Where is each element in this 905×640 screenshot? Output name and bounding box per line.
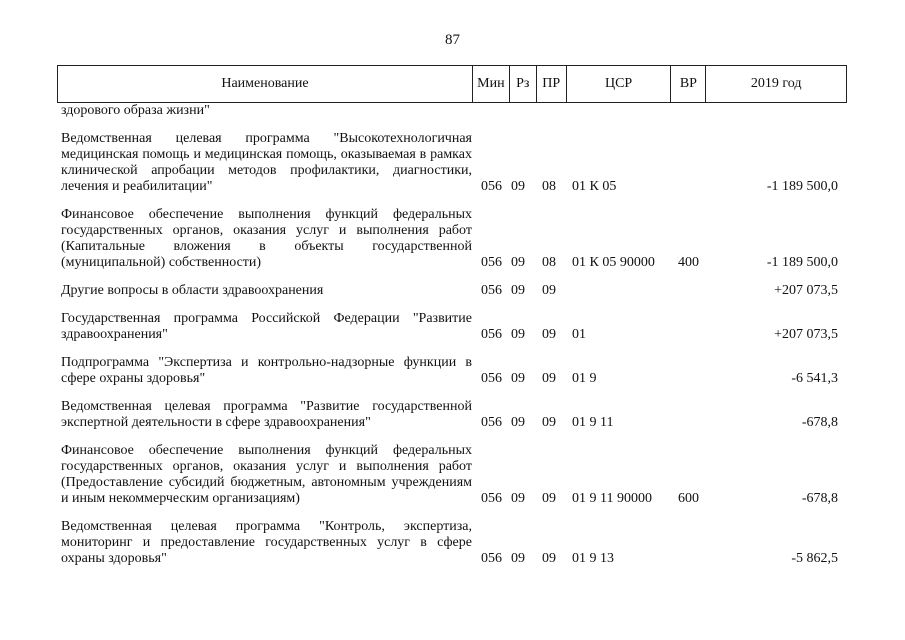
row-min: 056: [481, 179, 502, 194]
header-pr: ПР: [537, 66, 567, 102]
row-year-value: -6 541,3: [791, 371, 838, 386]
row-csr: 01 К 05 90000: [572, 255, 655, 270]
row-pr: 08: [542, 179, 556, 194]
row-pr: 08: [542, 255, 556, 270]
row-min: 056: [481, 255, 502, 270]
row-name: здорового образа жизни": [61, 103, 210, 118]
row-name: Финансовое обеспечение выполнения функций федеральных государственных органов, оказания услуг и выполнения работ (Предоставление субсидий бюджетным, автономным учреждениям и иным некоммерческим организациям): [61, 443, 472, 506]
row-pr: 09: [542, 371, 556, 386]
table-row: [61, 519, 841, 567]
row-pr: 09: [542, 551, 556, 566]
row-rz: 09: [511, 371, 525, 386]
page-number: 87: [445, 32, 460, 48]
row-rz: 09: [511, 415, 525, 430]
row-min: 056: [481, 415, 502, 430]
row-name: Ведомственная целевая программа "Контроль, экспертиза, мониторинг и предоставление государственных услуг в сфере охраны здоровья": [61, 519, 472, 566]
row-pr: 09: [542, 491, 556, 506]
table-row: [61, 283, 841, 299]
row-min: 056: [481, 327, 502, 342]
row-min: 056: [481, 491, 502, 506]
row-vr: 600: [678, 491, 699, 506]
row-min: 056: [481, 283, 502, 298]
row-name: Подпрограмма "Экспертиза и контрольно-надзорные функции в сфере охраны здоровья": [61, 355, 472, 386]
row-year-value: -1 189 500,0: [766, 255, 838, 270]
header-name: Наименование: [58, 66, 473, 102]
row-csr: 01 К 05: [572, 179, 617, 194]
table-row: [61, 131, 841, 195]
row-vr: 400: [678, 255, 699, 270]
budget-table-body: [61, 103, 841, 567]
row-rz: 09: [511, 491, 525, 506]
row-name: Ведомственная целевая программа "Высокотехнологичная медицинская помощь и медицинская помощь, оказываемая в рамках клинической апробации методов профилактики, диагностики, лечения и реабилитации": [61, 131, 472, 194]
header-rz: Рз: [510, 66, 537, 102]
row-rz: 09: [511, 551, 525, 566]
row-year-value: -1 189 500,0: [766, 179, 838, 194]
row-year-value: +207 073,5: [774, 283, 838, 298]
row-name: Ведомственная целевая программа "Развитие государственной экспертной деятельности в сфере здравоохранения": [61, 399, 472, 430]
row-min: 056: [481, 371, 502, 386]
row-pr: 09: [542, 415, 556, 430]
table-row: [61, 311, 841, 343]
header-min: Мин: [473, 66, 510, 102]
header-vr: ВР: [671, 66, 706, 102]
table-row: [61, 355, 841, 387]
row-pr: 09: [542, 283, 556, 298]
table-header: [57, 65, 847, 103]
row-rz: 09: [511, 255, 525, 270]
row-csr: 01 9 11 90000: [572, 491, 652, 506]
row-csr: 01 9 11: [572, 415, 614, 430]
row-name: Финансовое обеспечение выполнения функций федеральных государственных органов, оказания услуг и выполнения работ (Капитальные вложения в объекты государственной (муниципальной) собственности): [61, 207, 472, 270]
header-year: 2019 год: [750, 76, 802, 91]
row-year-value: +207 073,5: [774, 327, 838, 342]
row-year-value: -5 862,5: [791, 551, 838, 566]
row-csr: 01 9 13: [572, 551, 614, 566]
row-csr: 01 9: [572, 371, 597, 386]
row-pr: 09: [542, 327, 556, 342]
row-rz: 09: [511, 327, 525, 342]
row-year-value: -678,8: [801, 415, 838, 430]
row-rz: 09: [511, 283, 525, 298]
row-year-value: -678,8: [801, 491, 838, 506]
table-row: [61, 207, 841, 271]
header-csr: ЦСР: [567, 66, 672, 102]
row-csr: 01: [572, 327, 586, 342]
table-row: [61, 443, 841, 507]
row-name: Государственная программа Российской Федерации "Развитие здравоохранения": [61, 311, 472, 342]
row-rz: 09: [511, 179, 525, 194]
row-min: 056: [481, 551, 502, 566]
row-name: Другие вопросы в области здравоохранения: [61, 283, 324, 298]
table-row: [61, 103, 841, 119]
table-row: [61, 399, 841, 431]
